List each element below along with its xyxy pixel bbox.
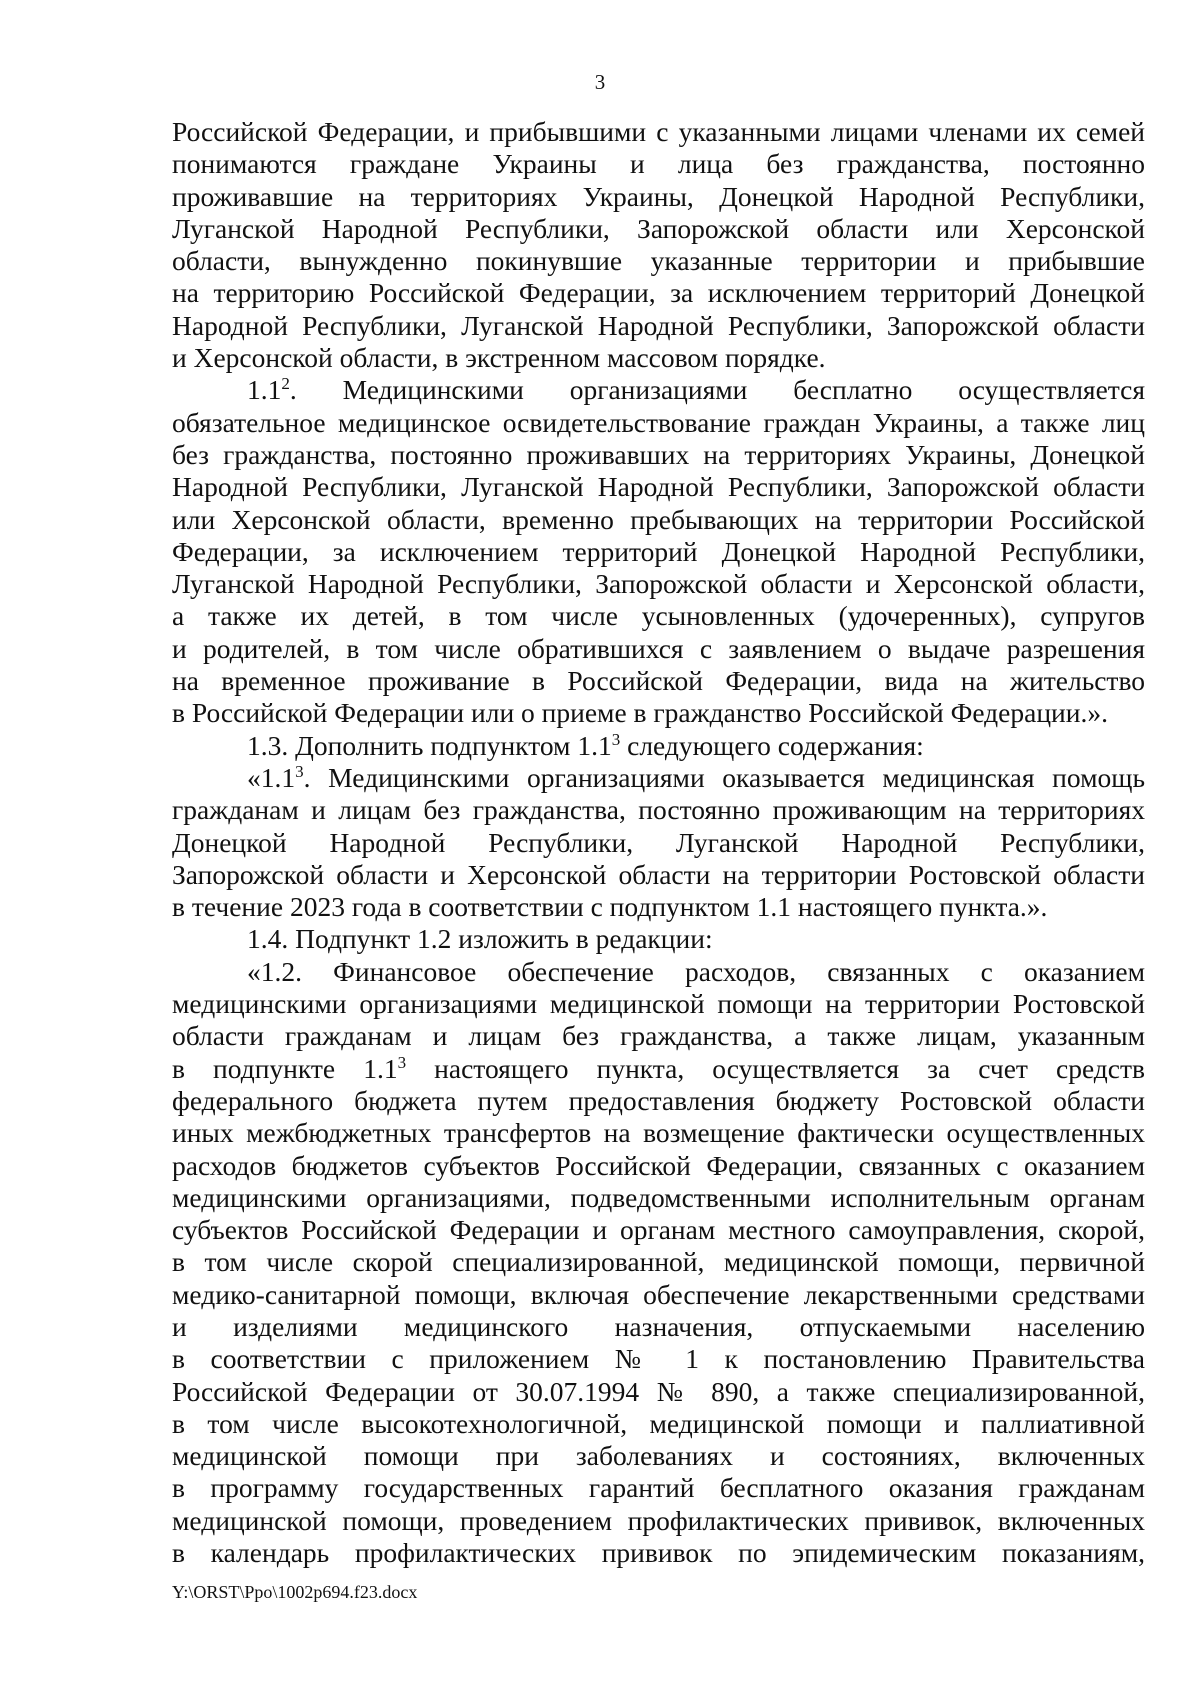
text-line: Запорожской области и Херсонской области на территории Ростовской области bbox=[172, 858, 1145, 890]
text-line: понимаются граждане Украины и лица без гражданства, постоянно bbox=[172, 148, 1145, 180]
page-number: 3 bbox=[594, 70, 606, 94]
text-line: медицинскими организациями, подведомственными исполнительным органам bbox=[172, 1181, 1145, 1213]
text-line: и Херсонской области, в экстренном массовом порядке. bbox=[172, 342, 826, 374]
text-line: в течение 2023 года в соответствии с подпунктом 1.1 настоящего пункта.». bbox=[172, 891, 1048, 923]
text-line: медицинской помощи при заболеваниях и состояниях, включенных bbox=[172, 1440, 1145, 1472]
text-line: на территорию Российской Федерации, за исключением территорий Донецкой bbox=[172, 277, 1145, 309]
text-line: Российской Федерации, и прибывшими с указанными лицами членами их семей bbox=[172, 116, 1145, 147]
text-line: медицинской помощи, проведением профилактических прививок, включенных bbox=[172, 1504, 1145, 1536]
text-line: и родителей, в том числе обратившихся с заявлением о выдаче разрешения bbox=[172, 632, 1145, 664]
text-line: Народной Республики, Луганской Народной Республики, Запорожской области bbox=[172, 309, 1145, 341]
text-line: в том числе высокотехнологичной, медицинской помощи и паллиативной bbox=[172, 1407, 1145, 1439]
text-line: 1.4. Подпункт 1.2 изложить в редакции: bbox=[247, 923, 713, 955]
text-line: на временное проживание в Российской Федерации, вида на жительство bbox=[172, 665, 1145, 697]
text-line: Российской Федерации от 30.07.1994 № 890, а также специализированной, bbox=[172, 1375, 1145, 1407]
text-line: субъектов Российской Федерации и органам местного самоуправления, скорой, bbox=[172, 1214, 1145, 1246]
text-line: Луганской Народной Республики, Запорожской области или Херсонской bbox=[172, 212, 1145, 244]
text-line: федерального бюджета путем предоставления бюджету Ростовской области bbox=[172, 1084, 1145, 1116]
text-line: в подпункте $1.1^3$ настоящего пункта, осуществляется за счет средств bbox=[172, 1052, 1145, 1084]
text-line: обязательное медицинское освидетельствование граждан Украины, а также лиц bbox=[172, 406, 1145, 438]
text-line: проживавшие на территориях Украины, Донецкой Народной Республики, bbox=[172, 180, 1145, 212]
text-line: Народной Республики, Луганской Народной Республики, Запорожской области bbox=[172, 471, 1145, 503]
text-line: области, вынужденно покинувшие указанные территории и прибывшие bbox=[172, 245, 1145, 277]
text-line: Федерации, за исключением территорий Донецкой Народной Республики, bbox=[172, 535, 1145, 567]
text-line: «$1.1^3$. Медицинскими организациями оказывается медицинская помощь bbox=[247, 761, 1145, 793]
text-line: без гражданства, постоянно проживавших на территориях Украины, Донецкой bbox=[172, 438, 1145, 470]
text-line: в том числе скорой специализированной, медицинской помощи, первичной bbox=[172, 1246, 1145, 1278]
text-line: или Херсонской области, временно пребывающих на территории Российской bbox=[172, 503, 1145, 535]
text-line: области гражданам и лицам без гражданства, а также лицам, указанным bbox=[172, 1020, 1145, 1052]
text-line: в соответствии с приложением № 1 к постановлению Правительства bbox=[172, 1343, 1145, 1375]
text-line: а также их детей, в том числе усыновленных (удочеренных), супругов bbox=[172, 600, 1145, 632]
text-line: в Российской Федерации или о приеме в гражданство Российской Федерации.». bbox=[172, 697, 1108, 729]
text-line: медицинскими организациями медицинской помощи на территории Ростовской bbox=[172, 988, 1145, 1020]
text-line: «1.2. Финансовое обеспечение расходов, связанных с оказанием bbox=[247, 955, 1145, 987]
text-line: Донецкой Народной Республики, Луганской Народной Республики, bbox=[172, 826, 1145, 858]
text-line: иных межбюджетных трансфертов на возмещение фактически осуществленных bbox=[172, 1117, 1145, 1149]
text-line: и изделиями медицинского назначения, отпускаемыми населению bbox=[172, 1310, 1145, 1342]
text-line: гражданам и лицам без гражданства, постоянно проживающим на территориях bbox=[172, 794, 1145, 826]
text-line: медико-санитарной помощи, включая обеспечение лекарственными средствами bbox=[172, 1278, 1145, 1310]
footer-file-path: Y:\ORST\Ppo\1002p694.f23.docx bbox=[172, 1582, 418, 1602]
text-line: $1.1^2$. Медицинскими организациями бесплатно осуществляется bbox=[247, 374, 1145, 406]
document-body bbox=[172, 116, 1145, 1569]
text-line: расходов бюджетов субъектов Российской Федерации, связанных с оказанием bbox=[172, 1149, 1145, 1181]
text-line: в календарь профилактических прививок по эпидемическим показаниям, bbox=[172, 1537, 1145, 1569]
text-line: 1.3. Дополнить подпунктом $1.1^3$ следующего содержания: bbox=[247, 729, 924, 761]
text-line: Луганской Народной Республики, Запорожской области и Херсонской области, bbox=[172, 568, 1145, 600]
text-line: в программу государственных гарантий бесплатного оказания гражданам bbox=[172, 1472, 1145, 1504]
